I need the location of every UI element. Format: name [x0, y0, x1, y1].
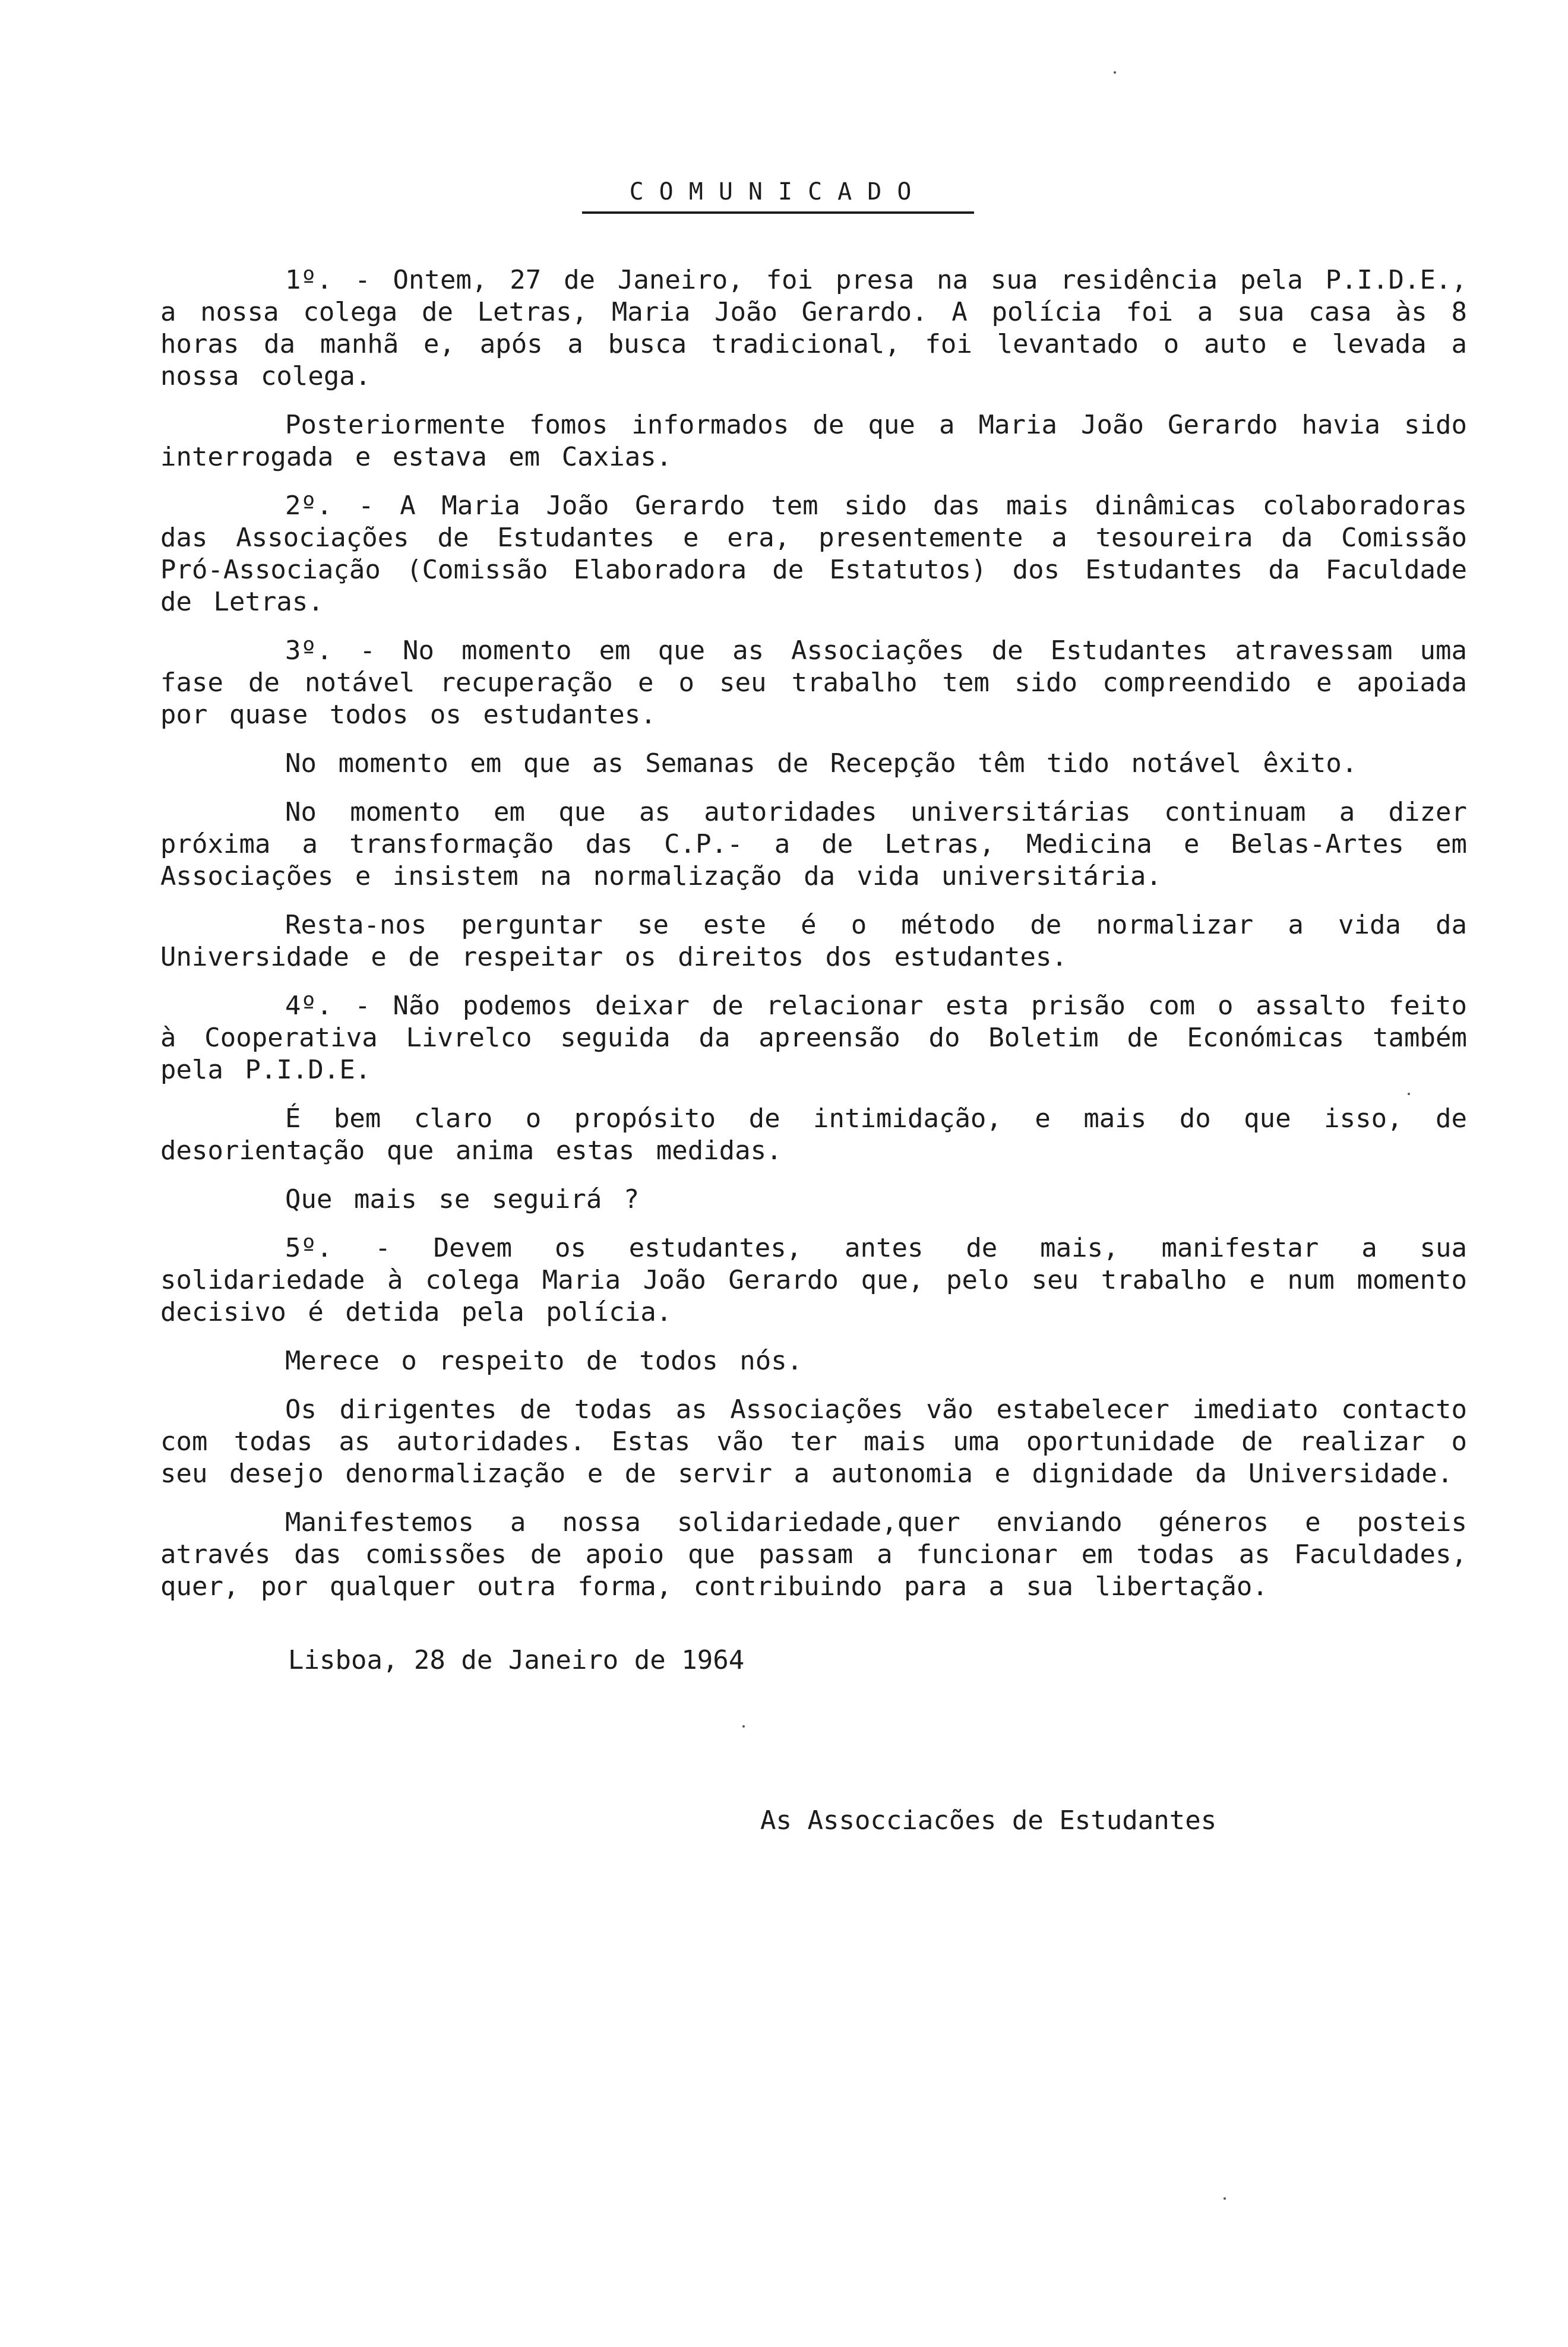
paragraph-10: Que mais se seguirá ?	[285, 1184, 640, 1214]
paper-speck	[1114, 71, 1116, 74]
paper-speck	[1224, 2197, 1226, 2200]
paragraph-6: No momento em que as autoridades universitárias continuam a dizer próxima a transformação das C.P.- a de Letras, Medicina e Belas-Artes em Associações e insistem na normalização da vida universitária.	[160, 797, 1467, 891]
paper-speck	[1408, 1093, 1410, 1095]
paragraph-11: 5º. - Devem os estudantes, antes de mais, manifestar a sua solidariedade à colega Maria João Gerardo que, pelo seu trabalho e num momento decisivo é detida pela polícia.	[160, 1233, 1467, 1327]
place-date: Lisboa, 28 de Janeiro de 1964	[288, 1645, 745, 1675]
paragraph-14: Manifestemos a nossa solidariedade,quer enviando géneros e posteis através das comissões de apoio que passam a funcionar em todas as Faculdades, quer, por qualquer outra forma, contribuindo para a sua libertação.	[160, 1507, 1467, 1602]
paragraph-4: 3º. - No momento em que as Associações de Estudantes atravessam uma fase de notável recuperação e o seu trabalho tem sido compreendido e apoiada por quase todos os estudantes.	[160, 635, 1467, 730]
document-body	[160, 264, 1467, 1620]
paragraph-12: Merece o respeito de todos nós.	[285, 1346, 803, 1376]
paragraph-7: Resta-nos perguntar se este é o método de normalizar a vida da Universidade e de respeitar os direitos dos estudantes.	[160, 910, 1467, 972]
paragraph-5: No momento em que as Semanas de Recepção têm tido notável êxito.	[285, 748, 1358, 779]
paragraph-3: 2º. - A Maria João Gerardo tem sido das mais dinâmicas colaboradoras das Associações de Estudantes e era, presentemente a tesoureira da Comissão Pró-Associação (Comissão Elaboradora de Estatutos) dos Estudantes da Faculdade de Letras.	[160, 491, 1467, 617]
paragraph-8: 4º. - Não podemos deixar de relacionar esta prisão com o assalto feito à Cooperativa Livrelco seguida da apreensão do Boletim de Económicas também pela P.I.D.E.	[160, 991, 1467, 1085]
paper-speck	[742, 1725, 745, 1728]
paragraph-2: Posteriormente fomos informados de que a Maria João Gerardo havia sido interrogada e estava em Caxias.	[160, 410, 1467, 472]
paragraph-1: 1º. - Ontem, 27 de Janeiro, foi presa na sua residência pela P.I.D.E., a nossa colega de Letras, Maria João Gerardo. A polícia foi a sua casa às 8 horas da manhã e, após a busca tradicional, foi levantado o auto e levada a nossa colega.	[160, 265, 1467, 391]
paragraph-9: É bem claro o propósito de intimidação, e mais do que isso, de desorientação que anima estas medidas.	[160, 1103, 1467, 1166]
document-title: COMUNICADO	[582, 178, 974, 214]
signature: As Assocciacões de Estudantes	[760, 1805, 1217, 1836]
paragraph-13: Os dirigentes de todas as Associações vão estabelecer imediato contacto com todas as autoridades. Estas vão ter mais uma oportunidade de realizar o seu desejo denormalização e de servir a autonomia e dignidade da Universidade.	[160, 1394, 1467, 1489]
